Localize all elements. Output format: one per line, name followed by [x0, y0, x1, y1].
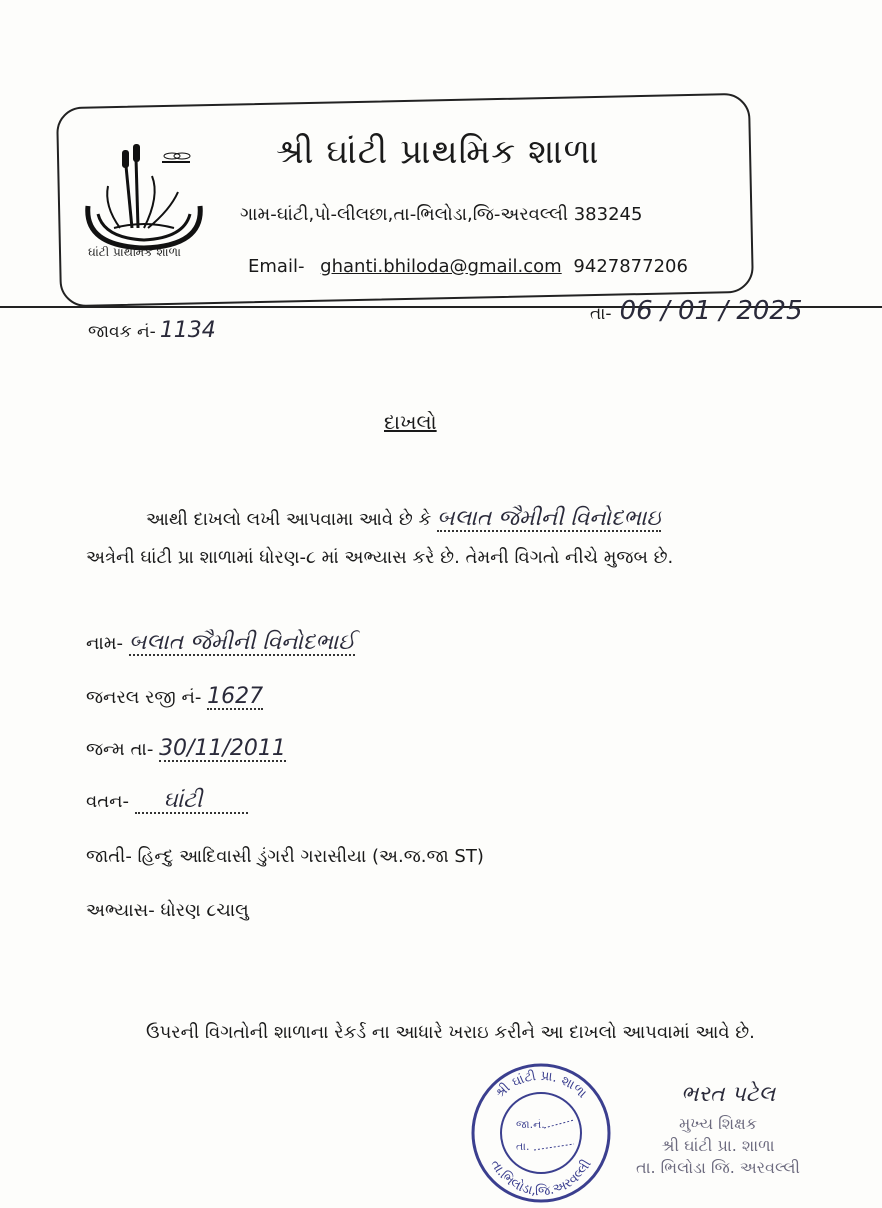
signatory-place: તા. ભિલોડા જિ. અરવલ્લી — [635, 1158, 801, 1177]
school-address: ગામ-ઘાંટી,પો-લીલછા,તા-ભિલોડા,જિ-અરવલ્લી 383245 — [240, 204, 643, 225]
home-value: ઘાંટી — [163, 788, 203, 813]
outward-number — [88, 318, 216, 343]
svg-text:તા.ભિલોડા,જિ.અરવલ્લી — [487, 1157, 595, 1200]
seal-bottom-text: તા.ભિલોડા,જિ.અરવલ્લી — [487, 1157, 595, 1200]
letter-date — [590, 296, 803, 326]
signature-block — [618, 1082, 818, 1179]
reg-label: જનરલ રજી નં- — [86, 687, 202, 708]
intro-student-name: બલાત જૈમીની વિનોદભાઇ — [436, 506, 661, 531]
intro-text: આથી દાખલો લખી આપવામા આવે છે કે — [146, 509, 432, 530]
certificate-intro — [86, 500, 806, 577]
contact-line — [248, 256, 688, 277]
name-value: બલાત જૈમીની વિનોદભાઈ — [128, 630, 356, 655]
phone-number: 9427877206 — [573, 256, 688, 277]
field-name — [86, 630, 355, 655]
signature: ભરત પટેલ — [680, 1082, 776, 1107]
outward-value: 1134 — [159, 318, 216, 343]
school-seal — [466, 1058, 616, 1208]
signatory-school: શ્રી ઘાંટી પ્રા. શાળા — [661, 1136, 775, 1155]
dob-label: જન્મ તા- — [86, 739, 154, 760]
signatory-title: મુખ્ય શિક્ષક — [678, 1114, 758, 1133]
closing-text: ઉપરની વિગતોની શાળાના રેકર્ડ ના આધારે ખરાઇ કરીને આ દાખલો આપવામાં આવે છે. — [146, 1022, 755, 1043]
seal-line2: તા. — [516, 1140, 530, 1153]
field-caste: જાતી- હિન્દુ આદિવાસી ડુંગરી ગરાસીયા (અ.જ.જા ST) — [86, 846, 484, 867]
outward-label: જાવક નં- — [88, 322, 156, 342]
email-label: Email- — [248, 256, 305, 277]
date-label: તા- — [590, 304, 612, 324]
document-title: દાખલો — [384, 410, 437, 434]
name-label: નામ- — [86, 633, 124, 654]
seal-line1: જા.નં. — [516, 1118, 545, 1131]
reg-value: 1627 — [207, 684, 264, 709]
field-study: અભ્યાસ- ધોરણ ૮ચાલુ — [86, 900, 249, 921]
home-label: વતન- — [86, 791, 130, 812]
dob-value: 30/11/2011 — [159, 736, 286, 761]
seal-top-text: શ્રી ઘાંટી પ્રા. શાળા — [492, 1068, 590, 1102]
field-birth-date — [86, 736, 286, 761]
email-link[interactable]: ghanti.bhiloda@gmail.com — [320, 256, 562, 277]
date-value: 06 / 01 / 2025 — [619, 296, 803, 326]
field-native-place — [86, 788, 248, 813]
dragonfly-icon — [162, 153, 190, 162]
logo-caption: ઘાંટી પ્રાથમિક શાળા — [88, 245, 181, 259]
closing-paragraph — [86, 1015, 806, 1051]
field-register-number — [86, 684, 263, 709]
intro-rest: અત્રેની ઘાંટી પ્રા શાળામાં ધોરણ-૮ માં અભ્યાસ કરે છે. તેમની વિગતો નીચે મુજબ છે. — [86, 547, 674, 568]
school-name: શ્રી ઘાંટી પ્રાથમિક શાળા — [276, 132, 600, 172]
